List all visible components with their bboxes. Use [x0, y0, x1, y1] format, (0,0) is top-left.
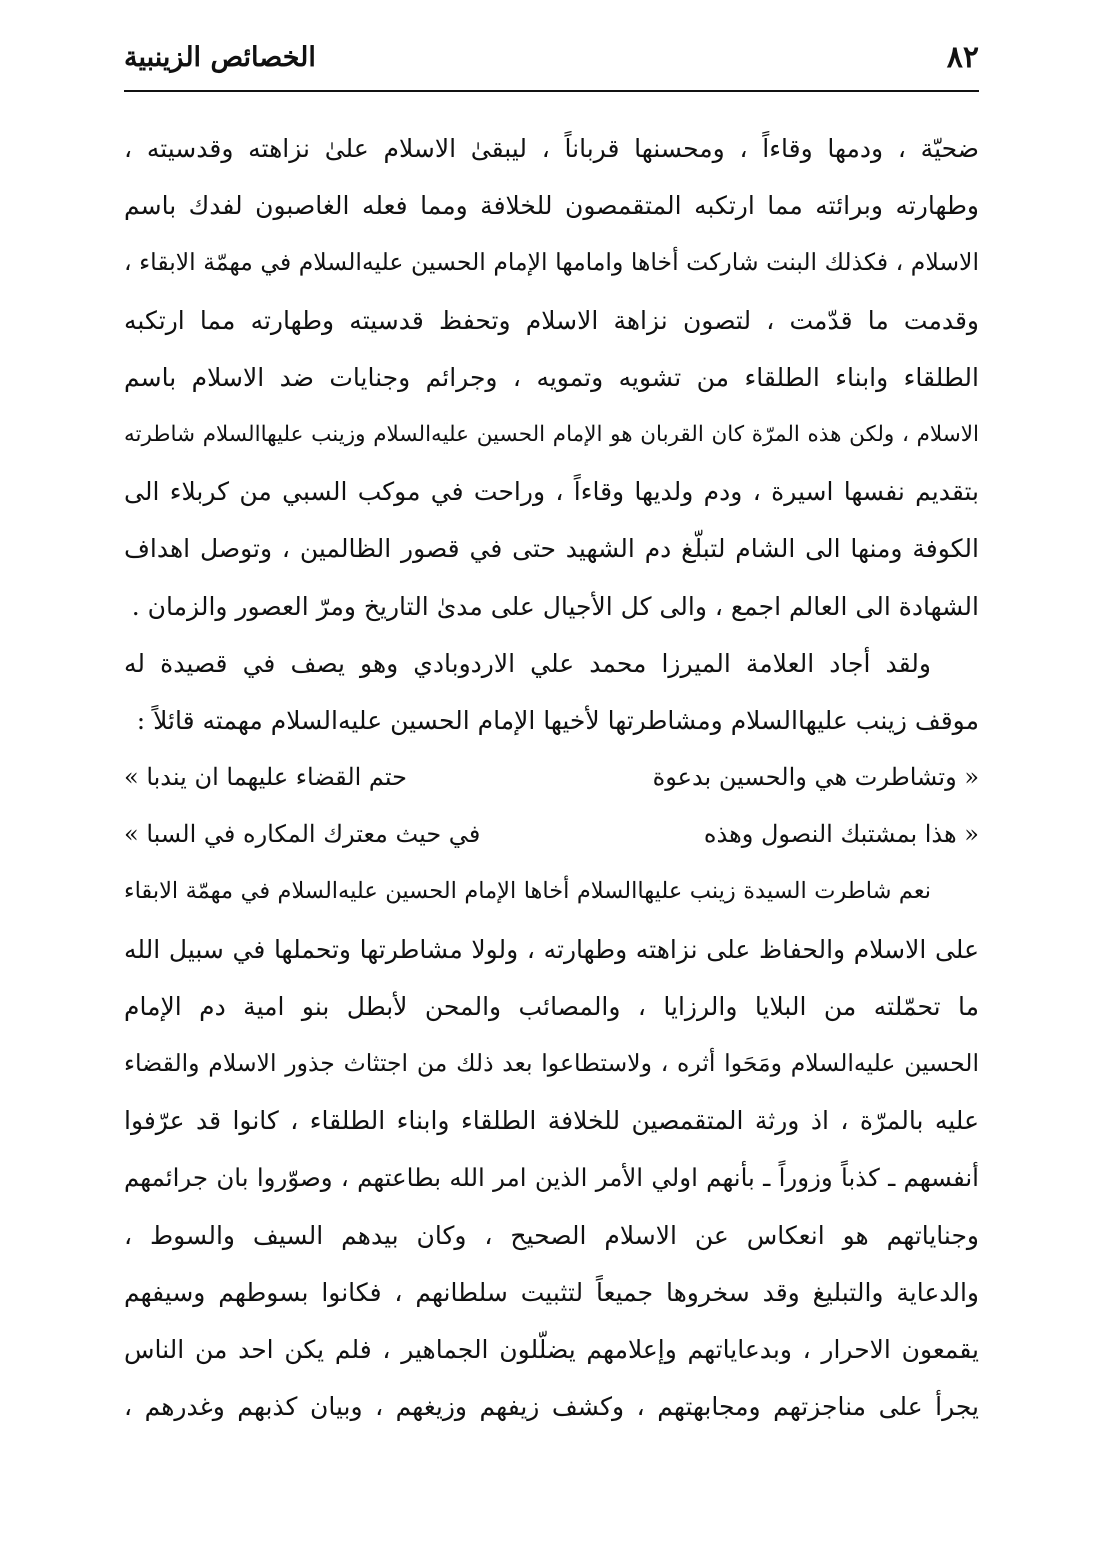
text-line: عليه بالمرّة ، اذ ورثة المتقمصين للخلافة الطلقاء وابناء الطلقاء ، كانوا قد عرّفوا [124, 1106, 979, 1136]
page-number: ٨٢ [946, 40, 979, 75]
text-line: وقدمت ما قدّمت ، لتصون نزاهة الاسلام وتحفظ قدسيته وطهارته مما ارتكبه [124, 305, 979, 335]
text-line: يجرأ على مناجزتهم ومجابهتهم ، وكشف زيفهم وزيغهم ، وبيان كذبهم وغدرهم ، [124, 1392, 979, 1422]
text-line: ما تحمّلته من البلايا والرزايا ، والمصائب والمحن لأبطل بنو امية دم الإمام [124, 991, 979, 1021]
text-line: الاسلام ، فكذلك البنت شاركت أخاها وامامها الإمام الحسين عليه‌السلام في مهمّة الابقاء ، [124, 248, 979, 277]
text-line: والدعاية والتبليغ وقد سخروها جميعاً لتثبيت سلطانهم ، فكانوا بسوطهم وسيفهم [124, 1277, 979, 1307]
text-line: الاسلام ، ولكن هذه المرّة كان القربان هو الإمام الحسين عليه‌السلام وزينب عليها‌السلام شاطرته [124, 421, 979, 447]
text-line: وطهارته وبرائته مما ارتكبه المتقمصون للخلافة ومما فعله الغاصبون لفدك باسم [124, 191, 979, 221]
verse-first-hemistich: « وتشاطرت هي والحسين بدعوة [652, 763, 979, 792]
poem-verse [124, 749, 979, 806]
text-line: على الاسلام والحفاظ على نزاهته وطهارته ، ولولا مشاطرتها وتحملها في سبيل الله [124, 934, 979, 964]
text-line: وجناياتهم هو انعكاس عن الاسلام الصحيح ، وكان بيدهم السيف والسوط ، [124, 1220, 979, 1250]
text-line: الطلقاء وابناء الطلقاء من تشويه وتمويه ، وجرائم وجنايات ضد الاسلام باسم [124, 362, 979, 392]
text-line: ضحيّة ، ودمها وقاءاً ، ومحسنها قرباناً ، ليبقىٰ الاسلام علىٰ نزاهته وقدسيته ، [124, 134, 979, 163]
header-divider [124, 90, 979, 92]
text-line: بتقديم نفسها اسيرة ، ودم ولديها وقاءاً ، وراحت في موكب السبي من كربلاء الى [124, 477, 979, 507]
text-line: الكوفة ومنها الى الشام لتبلّغ دم الشهيد حتى في قصور الظالمين ، وتوصل اهداف [124, 534, 979, 564]
poem-verse [124, 806, 979, 863]
running-title: الخصائص الزينبية [124, 42, 316, 73]
text-line: ولقد أجاد العلامة الميرزا محمد علي الاردوبادي وهو يصف في قصيدة له [124, 648, 932, 678]
verse-first-hemistich: « هذا بمشتبك النصول وهذه [703, 820, 979, 849]
page-body [124, 120, 979, 1435]
verse-second-hemistich: حتم القضاء عليهما ان يندبا » [124, 763, 407, 792]
text-line: نعم شاطرت السيدة زينب عليها‌السلام أخاها الإمام الحسين عليه‌السلام في مهمّة الابقاء [124, 878, 931, 905]
text-line: موقف زينب عليها‌السلام ومشاطرتها لأخيها الإمام الحسين عليه‌السلام مهمته قائلاً : [136, 705, 979, 735]
text-line: الحسين عليه‌السلام ومَحَوا أثره ، ولاستطاعوا بعد ذلك من اجتثاث جذور الاسلام والقضاء [124, 1049, 979, 1077]
text-line: الشهادة الى العالم اجمع ، والى كل الأجيال على مدىٰ التاريخ ومرّ العصور والزمان . [131, 591, 979, 621]
text-line: يقمعون الاحرار ، وبدعاياتهم وإعلامهم يضلّلون الجماهير ، فلم يكن احد من الناس [124, 1334, 979, 1364]
text-line: أنفسهم ـ كذباً وزوراً ـ بأنهم اولي الأمر الذين امر الله بطاعتهم ، وصوّروا بان جرائمهم [124, 1163, 979, 1193]
verse-second-hemistich: في حيث معترك المكاره في السبا » [124, 820, 481, 849]
page-header [124, 38, 979, 86]
